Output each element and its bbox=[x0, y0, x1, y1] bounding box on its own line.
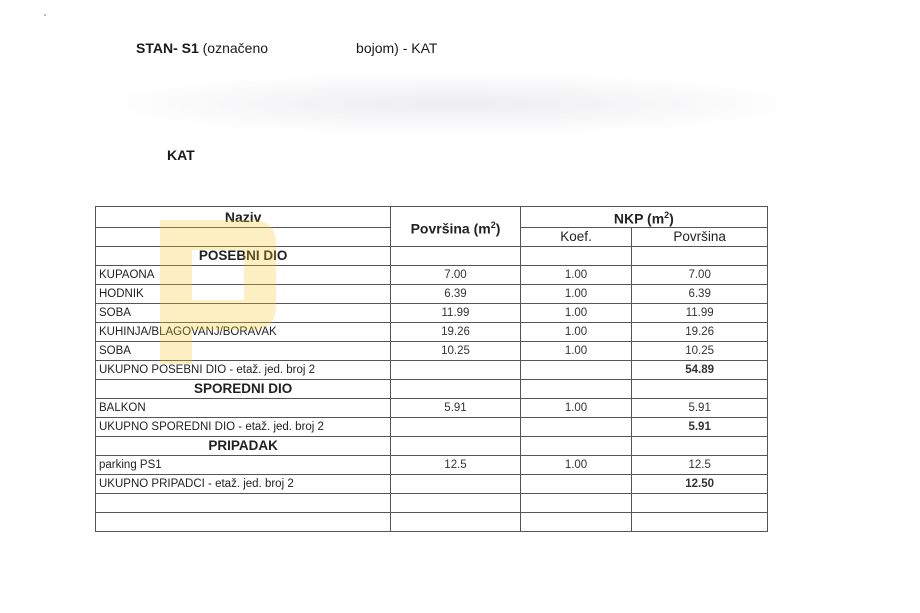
room-nkp-area: 11.99 bbox=[632, 303, 768, 322]
document-heading bbox=[136, 40, 437, 56]
empty-row bbox=[96, 493, 768, 512]
room-name: SOBA bbox=[96, 341, 391, 360]
empty-cell bbox=[520, 512, 632, 531]
room-name: KUHINJA/BLAGOVANJ/BORAVAK bbox=[96, 322, 391, 341]
empty-cell bbox=[391, 474, 520, 493]
room-area: 11.99 bbox=[391, 303, 520, 322]
table-row bbox=[96, 284, 768, 303]
section-title: POSEBNI DIO bbox=[96, 246, 391, 265]
table-body bbox=[96, 246, 768, 531]
table-row bbox=[96, 455, 768, 474]
table-row bbox=[96, 265, 768, 284]
empty-cell bbox=[391, 436, 520, 455]
empty-cell bbox=[520, 493, 632, 512]
scan-speck bbox=[44, 14, 46, 16]
table-row bbox=[96, 322, 768, 341]
empty-cell bbox=[391, 246, 520, 265]
room-name: BALKON bbox=[96, 398, 391, 417]
total-row bbox=[96, 417, 768, 436]
empty-cell bbox=[632, 512, 768, 531]
section-header-row bbox=[96, 379, 768, 398]
room-nkp-area: 7.00 bbox=[632, 265, 768, 284]
room-name: SOBA bbox=[96, 303, 391, 322]
header-naziv-sub bbox=[96, 227, 391, 246]
room-coefficient: 1.00 bbox=[520, 322, 632, 341]
room-coefficient: 1.00 bbox=[520, 398, 632, 417]
empty-cell bbox=[391, 417, 520, 436]
room-name: HODNIK bbox=[96, 284, 391, 303]
room-nkp-area: 10.25 bbox=[632, 341, 768, 360]
section-title: SPOREDNI DIO bbox=[96, 379, 391, 398]
empty-cell bbox=[520, 474, 632, 493]
room-area: 6.39 bbox=[391, 284, 520, 303]
header-povrsina: Površina $(m^2)$ bbox=[391, 207, 520, 247]
section-header-row bbox=[96, 436, 768, 455]
blurred-scan-area bbox=[112, 74, 792, 134]
total-label: UKUPNO SPOREDNI DIO - etaž. jed. broj 2 bbox=[96, 417, 391, 436]
heading-part-1: (označeno bbox=[202, 40, 269, 56]
heading-part-2: bojom) - KAT bbox=[356, 40, 438, 56]
total-label: UKUPNO PRIPADCI - etaž. jed. broj 2 bbox=[96, 474, 391, 493]
room-coefficient: 1.00 bbox=[520, 265, 632, 284]
empty-cell bbox=[520, 246, 632, 265]
room-area: 5.91 bbox=[391, 398, 520, 417]
total-value: 54.89 bbox=[632, 360, 768, 379]
empty-cell bbox=[391, 493, 520, 512]
room-nkp-area: 12.5 bbox=[632, 455, 768, 474]
room-coefficient: 1.00 bbox=[520, 341, 632, 360]
total-label: UKUPNO POSEBNI DIO - etaž. jed. broj 2 bbox=[96, 360, 391, 379]
empty-cell bbox=[391, 379, 520, 398]
room-area: 12.5 bbox=[391, 455, 520, 474]
room-name: KUPAONA bbox=[96, 265, 391, 284]
total-row bbox=[96, 474, 768, 493]
room-nkp-area: 19.26 bbox=[632, 322, 768, 341]
total-row bbox=[96, 360, 768, 379]
empty-cell bbox=[520, 379, 632, 398]
empty-cell bbox=[632, 379, 768, 398]
header-nkp-povrsina: Površina bbox=[632, 227, 768, 246]
area-table bbox=[95, 206, 768, 532]
total-value: 12.50 bbox=[632, 474, 768, 493]
room-area: 19.26 bbox=[391, 322, 520, 341]
section-header-row bbox=[96, 246, 768, 265]
empty-cell bbox=[520, 417, 632, 436]
floor-label: KAT bbox=[167, 147, 195, 163]
header-nkp: NKP $(m^2)$ bbox=[520, 207, 767, 228]
room-coefficient: 1.00 bbox=[520, 284, 632, 303]
table-row bbox=[96, 341, 768, 360]
table-row bbox=[96, 303, 768, 322]
empty-cell bbox=[520, 360, 632, 379]
header-koef: Koef. bbox=[520, 227, 632, 246]
room-nkp-area: 5.91 bbox=[632, 398, 768, 417]
empty-cell bbox=[96, 512, 391, 531]
unit-label: STAN- S1 bbox=[136, 40, 199, 56]
empty-row bbox=[96, 512, 768, 531]
empty-cell bbox=[391, 512, 520, 531]
room-area: 7.00 bbox=[391, 265, 520, 284]
empty-cell bbox=[96, 493, 391, 512]
room-nkp-area: 6.39 bbox=[632, 284, 768, 303]
empty-cell bbox=[632, 493, 768, 512]
header-naziv: Naziv bbox=[96, 207, 391, 228]
room-name: parking PS1 bbox=[96, 455, 391, 474]
total-value: 5.91 bbox=[632, 417, 768, 436]
room-area: 10.25 bbox=[391, 341, 520, 360]
empty-cell bbox=[391, 360, 520, 379]
empty-cell bbox=[632, 246, 768, 265]
table-row bbox=[96, 398, 768, 417]
empty-cell bbox=[520, 436, 632, 455]
room-coefficient: 1.00 bbox=[520, 303, 632, 322]
section-title: PRIPADAK bbox=[96, 436, 391, 455]
room-coefficient: 1.00 bbox=[520, 455, 632, 474]
empty-cell bbox=[632, 436, 768, 455]
